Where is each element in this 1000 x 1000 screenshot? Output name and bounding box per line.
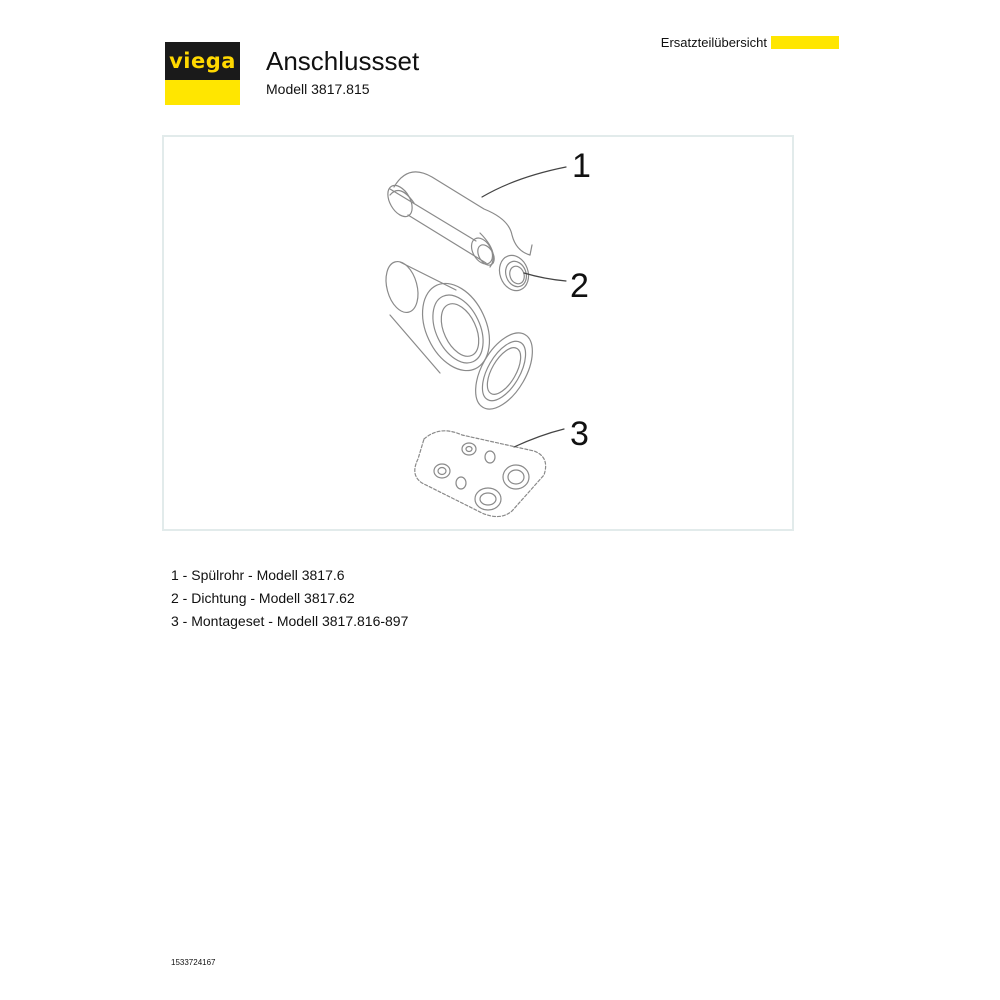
callout-1: 1 (572, 147, 591, 185)
parts-list-item: 2 - Dichtung - Modell 3817.62 (171, 590, 355, 606)
exploded-view-figure (162, 135, 794, 531)
seal-part (495, 251, 534, 294)
pipe-cuff (381, 258, 503, 381)
model-subtitle: Modell 3817.815 (266, 81, 370, 97)
rosette-ring (464, 324, 544, 419)
callout-2: 2 (570, 267, 589, 305)
yellow-accent-bar (771, 36, 839, 49)
parts-list-item: 3 - Montageset - Modell 3817.816-897 (171, 613, 409, 629)
document-type-label: Ersatzteilübersicht (660, 35, 767, 50)
viega-logo (165, 42, 240, 105)
exploded-view-drawing (164, 137, 796, 533)
flush-pipe-part (383, 172, 532, 268)
logo-wordmark: viega (165, 42, 240, 80)
callout-leaders (482, 167, 566, 447)
parts-list (171, 567, 408, 636)
logo-yellow-block (165, 80, 240, 105)
mounting-set-part (415, 431, 546, 517)
document-id: 1533724167 (171, 958, 216, 967)
page-title: Anschlussset (266, 46, 420, 76)
parts-list-item: 1 - Spülrohr - Modell 3817.6 (171, 567, 345, 583)
callout-3: 3 (570, 415, 589, 453)
